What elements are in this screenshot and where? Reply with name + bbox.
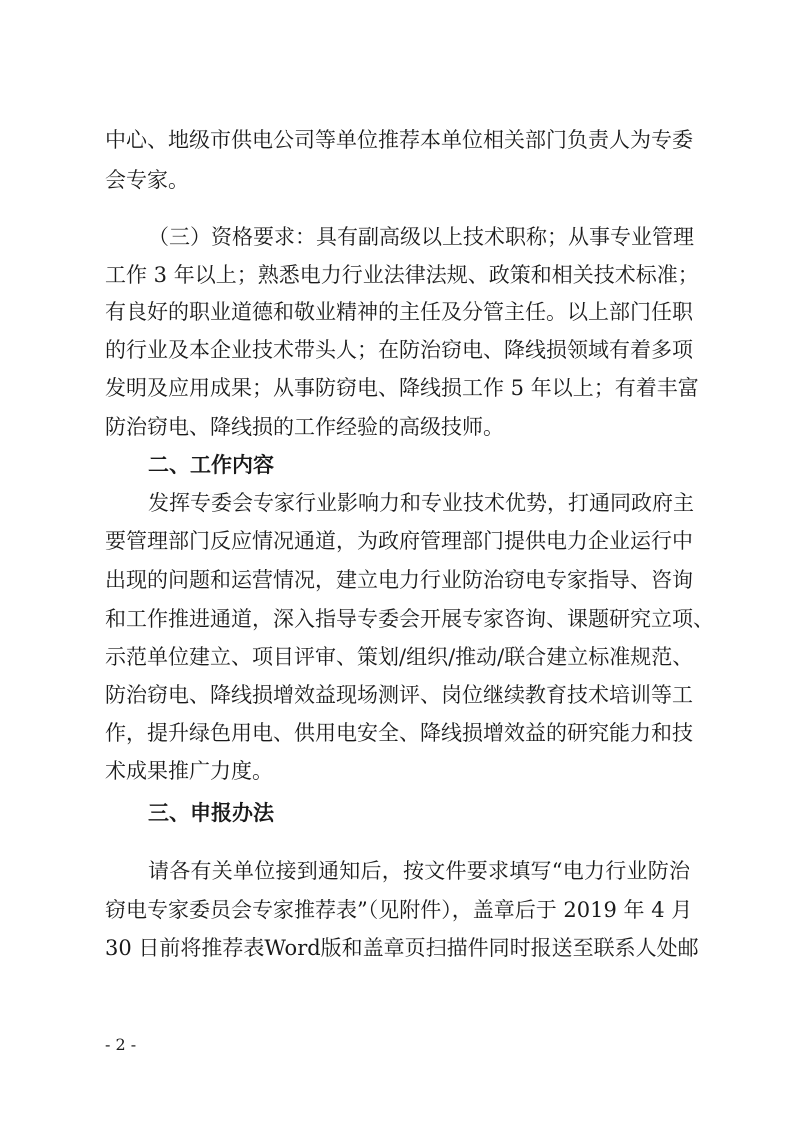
body-text-line: 的行业及本企业技术带头人；在防治窃电、降线损领域有着多项 <box>105 338 693 362</box>
body-text-line: 中心、地级市供电公司等单位推荐本单位相关部门负责人为专委 <box>105 128 693 152</box>
body-text-line: 作，提升绿色用电、供用电安全、降线损增效益的研究能力和技 <box>105 721 693 745</box>
body-text-line: 防治窃电、降线损的工作经验的高级技师。 <box>105 415 504 439</box>
page-number: - 2 - <box>105 1035 137 1054</box>
body-text-line: 有良好的职业道德和敬业精神的主任及分管主任。以上部门任职 <box>105 300 693 324</box>
body-text-line: 发挥专委会专家行业影响力和专业技术优势，打通同政府主 <box>148 491 694 515</box>
body-text-line: （三）资格要求：具有副高级以上技术职称；从事专业管理 <box>148 225 694 249</box>
body-text-line: 出现的问题和运营情况，建立电力行业防治窃电专家指导、咨询 <box>105 568 693 592</box>
body-text-line: 防治窃电、降线损增效益现场测评、岗位继续教育技术培训等工 <box>105 683 693 707</box>
body-text-line: 会专家。 <box>105 168 189 192</box>
body-text-line: 示范单位建立、项目评审、策划/组织/推动/联合建立标准规范、 <box>105 645 694 669</box>
body-text-line: 要管理部门反应情况通道，为政府管理部门提供电力企业运行中 <box>105 529 693 553</box>
body-text-line: 术成果推广力度。 <box>105 759 273 783</box>
section-heading: 三、申报办法 <box>148 801 274 825</box>
body-text-line: 请各有关单位接到通知后，按文件要求填写“电力行业防治 <box>148 859 690 883</box>
body-text-line: 窃电专家委员会专家推荐表”（见附件），盖章后于 2019 年 4 月 <box>105 898 693 922</box>
body-text-line: 发明及应用成果；从事防窃电、降线损工作 5 年以上；有着丰富 <box>105 376 699 400</box>
section-heading: 二、工作内容 <box>148 453 274 477</box>
body-text-line: 30 日前将推荐表Word版和盖章页扫描件同时报送至联系人处邮 <box>105 936 699 960</box>
body-text-line: 工作 3 年以上；熟悉电力行业法律法规、政策和相关技术标准； <box>105 263 699 287</box>
body-text-line: 和工作推进通道，深入指导专委会开展专家咨询、课题研究立项、 <box>105 607 714 631</box>
